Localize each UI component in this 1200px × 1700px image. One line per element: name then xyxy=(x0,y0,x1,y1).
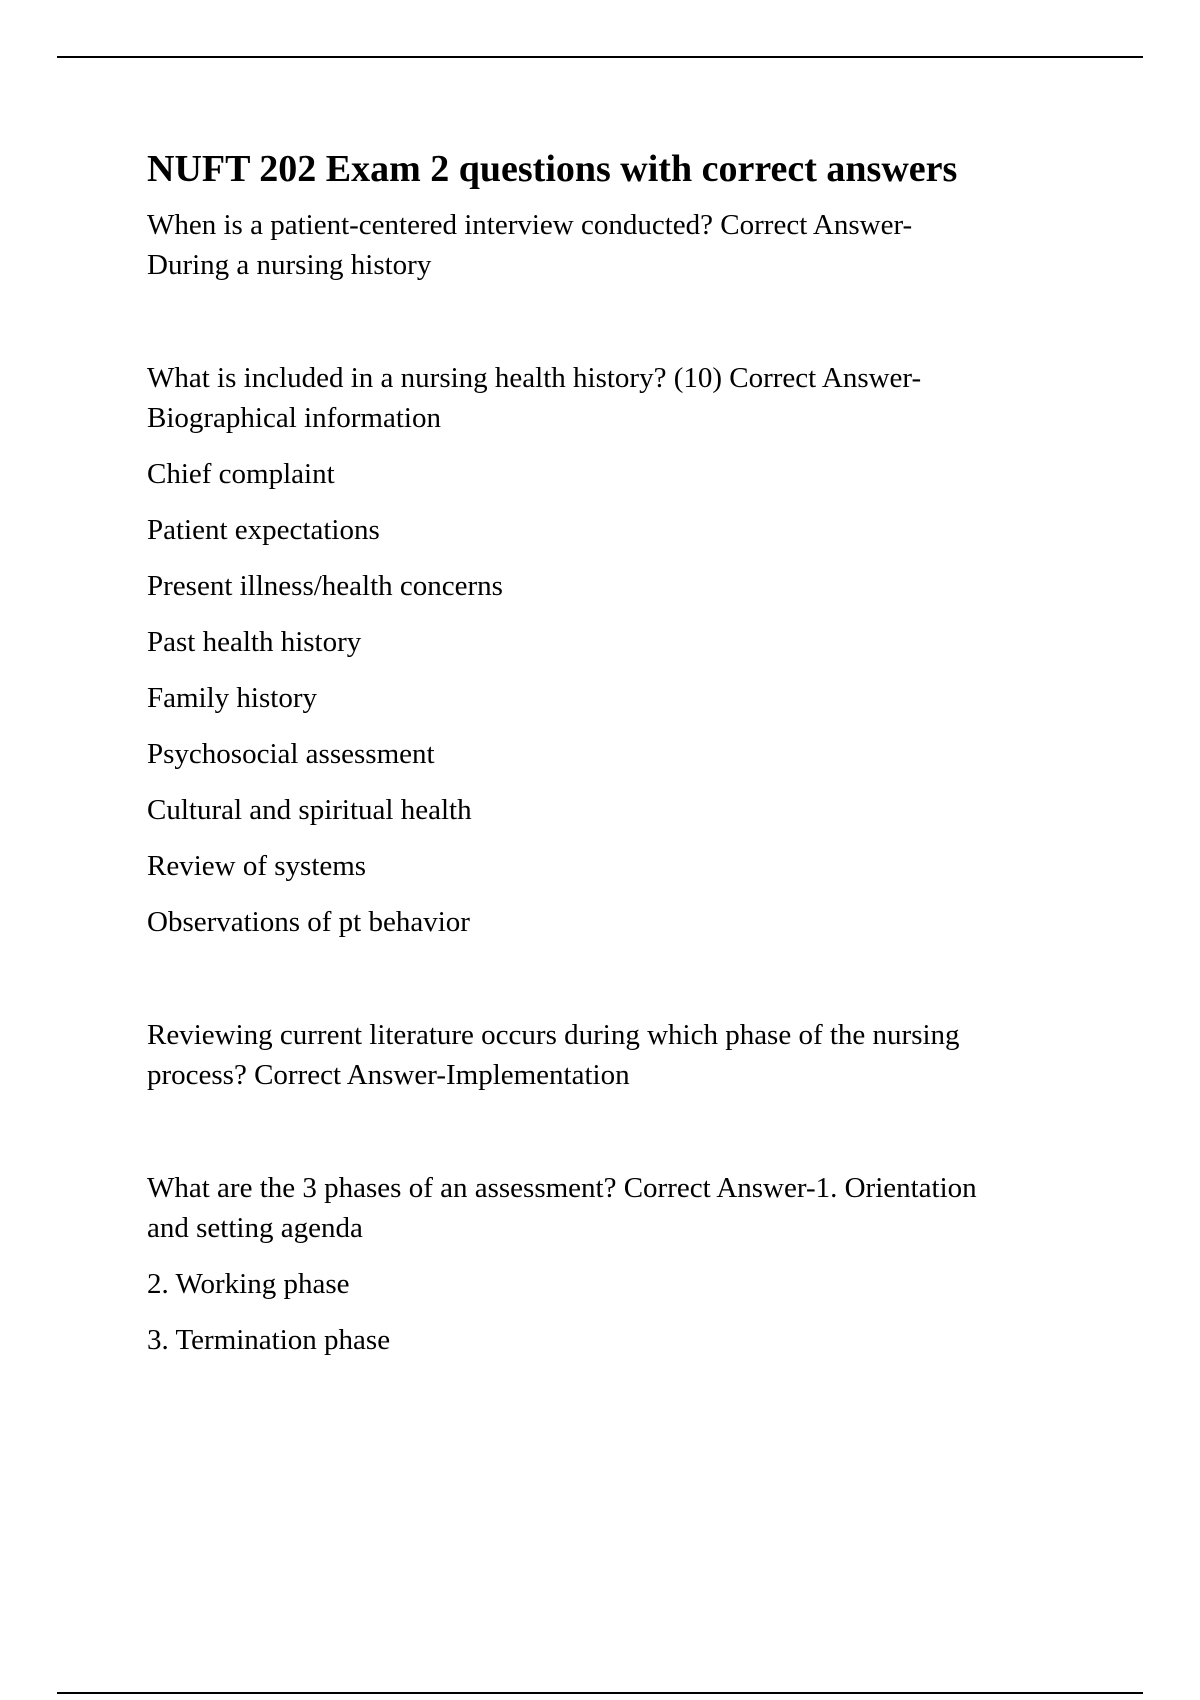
answer-text: Biographical information xyxy=(147,402,441,434)
question-text: What are the 3 phases of an assessment? Correct Answer-1. Orientation xyxy=(147,1172,977,1204)
answer-item: 3. Termination phase xyxy=(147,1324,391,1356)
top-rule xyxy=(57,56,1143,58)
spacer xyxy=(147,942,1097,1015)
document-title: NUFT 202 Exam 2 questions with correct answers xyxy=(147,148,958,190)
qa-block-1 xyxy=(147,205,1097,285)
question-text: What is included in a nursing health history? (10) Correct Answer- xyxy=(147,362,922,394)
answer-item: Psychosocial assessment xyxy=(147,738,435,770)
answer-item: Family history xyxy=(147,682,317,714)
answer-text: process? Correct Answer-Implementation xyxy=(147,1059,630,1091)
answer-item: Patient expectations xyxy=(147,514,380,546)
answer-item: Chief complaint xyxy=(147,458,335,490)
answer-item: Cultural and spiritual health xyxy=(147,794,472,826)
answer-item: Past health history xyxy=(147,626,362,658)
answer-text: and setting agenda xyxy=(147,1212,363,1244)
spacer xyxy=(147,1095,1097,1168)
answer-item: Present illness/health concerns xyxy=(147,570,503,602)
qa-block-4 xyxy=(147,1168,1097,1360)
bottom-rule xyxy=(57,1692,1143,1694)
qa-block-2 xyxy=(147,358,1097,942)
spacer xyxy=(147,285,1097,358)
answer-item: Review of systems xyxy=(147,850,367,882)
qa-block-3 xyxy=(147,1015,1097,1095)
question-text: Reviewing current literature occurs during which phase of the nursing xyxy=(147,1019,960,1051)
answer-text: During a nursing history xyxy=(147,249,432,281)
document-body xyxy=(147,143,1097,1360)
answer-item: Observations of pt behavior xyxy=(147,906,470,938)
answer-item: 2. Working phase xyxy=(147,1268,350,1300)
question-text: When is a patient-centered interview conducted? Correct Answer- xyxy=(147,209,913,241)
